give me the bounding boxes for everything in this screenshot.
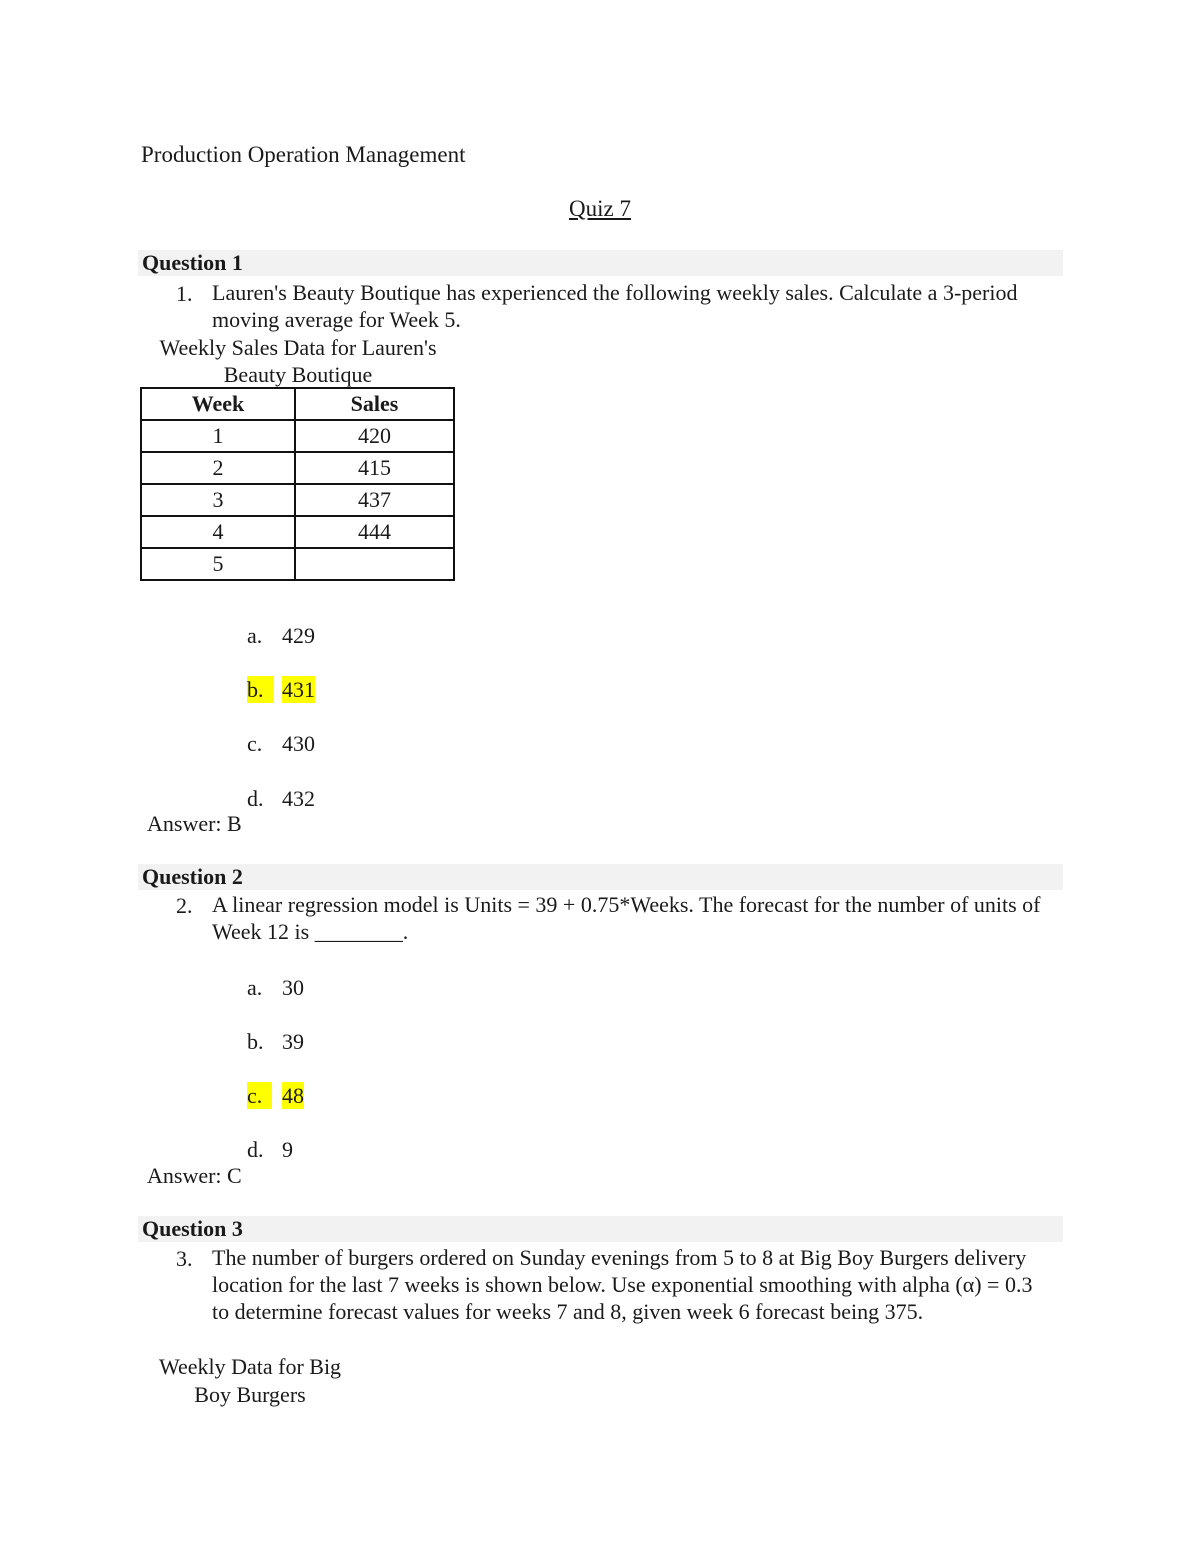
week-cell: 3 (141, 484, 295, 516)
table-header-row (141, 388, 454, 420)
table-row (141, 484, 454, 516)
weekly-sales-table (140, 387, 455, 581)
question-1-text: Lauren's Beauty Boutique has experienced the following weekly sales. Calculate a 3-period moving average for Week 5. (212, 280, 1018, 332)
option-letter: c. (247, 1082, 272, 1109)
table-row (141, 420, 454, 452)
table-caption-line-2: Boy Burgers (194, 1382, 306, 1407)
sales-cell: 444 (295, 516, 454, 548)
option-value: 431 (282, 677, 315, 702)
document-title: Production Operation Management (141, 142, 466, 167)
question-3-text: The number of burgers ordered on Sunday evenings from 5 to 8 at Big Boy Burgers delivery location for the last 7 weeks is shown below. Use exponential smoothing with alpha (α) = 0.3 to determine forecast values for weeks 7 and 8, given week 6 forecast being 375. (212, 1245, 1033, 1324)
question-3-heading: Question 3 (138, 1216, 1063, 1242)
option-value: 39 (282, 1029, 304, 1054)
question-1-number: 1. (176, 281, 193, 306)
sales-cell: 415 (295, 452, 454, 484)
option-value: 432 (282, 786, 315, 811)
table-row (141, 516, 454, 548)
week-cell: 1 (141, 420, 295, 452)
sales-cell: 420 (295, 420, 454, 452)
week-cell: 4 (141, 516, 295, 548)
question-1-answer: Answer: B (147, 811, 242, 836)
question-2-heading: Question 2 (138, 864, 1063, 890)
option-letter: d. (247, 786, 264, 811)
quiz-title: Quiz 7 (569, 196, 631, 221)
sales-cell (295, 548, 454, 580)
question-2-text: A linear regression model is Units = 39 + 0.75*Weeks. The forecast for the number of units of Week 12 is ________. (212, 892, 1041, 944)
table-caption-line-1: Weekly Data for Big (158, 1354, 342, 1379)
week-cell: 2 (141, 452, 295, 484)
table-caption-line-2: Beauty Boutique (223, 362, 373, 387)
column-header-week: Week (141, 388, 295, 420)
option-value: 9 (282, 1137, 293, 1162)
option-letter: c. (247, 731, 263, 756)
table-caption-line-1: Weekly Sales Data for Lauren's (159, 335, 437, 360)
option-letter: a. (247, 975, 263, 1000)
option-value: 48 (282, 1083, 304, 1108)
option-letter: b. (247, 1029, 264, 1054)
week-cell: 5 (141, 548, 295, 580)
option-letter: a. (247, 623, 263, 648)
option-letter: d. (247, 1137, 264, 1162)
question-1-heading: Question 1 (138, 250, 1063, 276)
question-3-number: 3. (176, 1246, 193, 1271)
option-value: 30 (282, 975, 304, 1000)
option-value: 430 (282, 731, 315, 756)
question-2-number: 2. (176, 893, 193, 918)
option-value: 429 (282, 623, 315, 648)
table-row (141, 452, 454, 484)
table-row (141, 548, 454, 580)
column-header-sales: Sales (295, 388, 454, 420)
sales-cell: 437 (295, 484, 454, 516)
question-2-answer: Answer: C (147, 1163, 242, 1188)
option-letter: b. (247, 676, 274, 703)
